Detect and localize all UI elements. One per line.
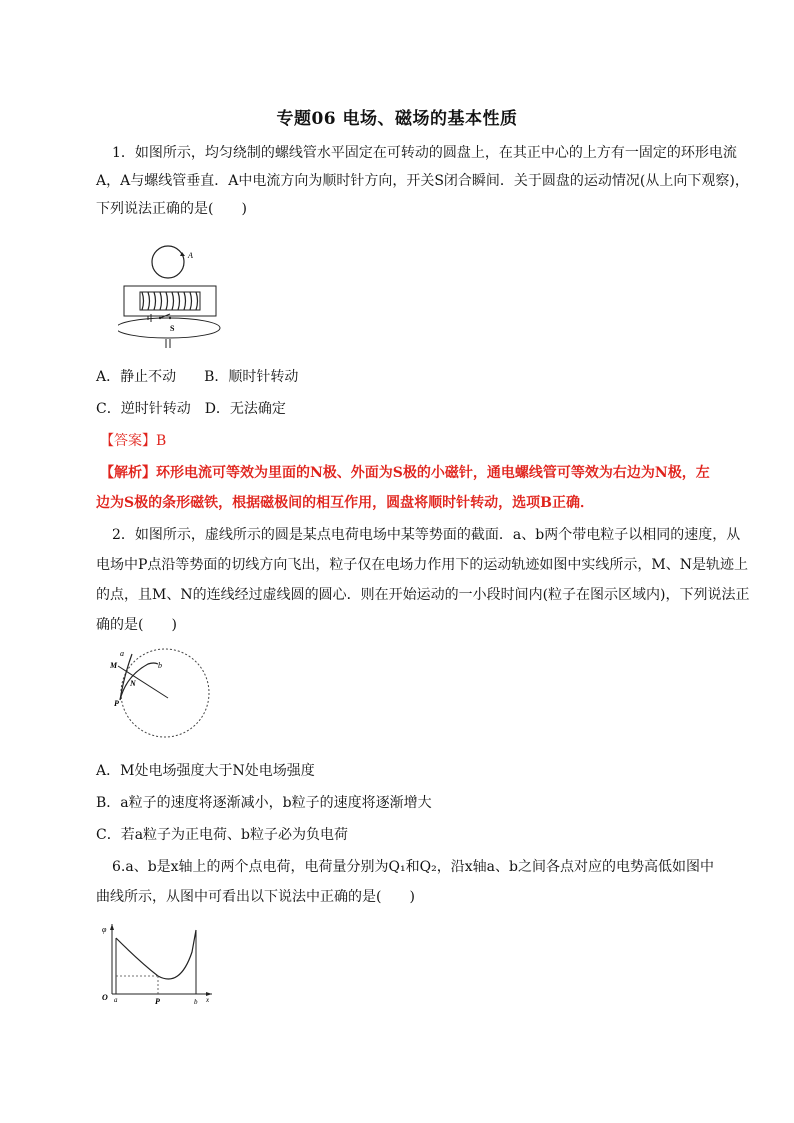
q2-fig-label-M: M [110,661,118,670]
q1-text-line1: 1．如图所示，均匀绕制的螺线管水平固定在可转动的圆盘上，在其正中心的上方有一固定的环形电流 [112,145,737,161]
q2-option-c: C．若a粒子为正电荷、b粒子必为负电荷 [96,827,349,843]
q6-fig-label-x: x [206,996,210,1004]
q1-solenoid-figure [118,240,238,352]
q6-fig-label-P: P [155,997,160,1006]
q2-fig-label-N: N [130,679,136,688]
q1-analysis-text1: 环形电流可等效为里面的N极、外面为S极的小磁针，通电螺线管可等效为右边为N极，左 [156,465,710,481]
q1-text-line2: A，A与螺线管垂直．A中电流方向为顺时针方向，开关S闭合瞬间．关于圆盘的运动情况(从上向下观察)， [96,173,749,189]
q6-text-line1: 6.a、b是x轴上的两个点电荷，电荷量分别为Q₁和Q₂，沿x轴a、b之间各点对应的电势高低如图中 [112,859,714,875]
q1-fig-label-A: A [188,251,193,260]
q6-fig-label-b: b [194,998,198,1006]
q2-fig-label-a: a [120,649,124,658]
q2-text-line2: 电场中P点沿等势面的切线方向飞出，粒子仅在电场力作用下的运动轨迹如图中实线所示，M、N是轨迹上 [96,557,749,573]
q6-fig-label-a: a [114,996,118,1004]
q2-option-a: A．M处电场强度大于N处电场强度 [96,763,315,779]
q2-text-line3: 的点，且M、N的连线经过虚线圆的圆心．则在开始运动的一小段时间内(粒子在图示区域内)，下列说法正 [96,587,750,603]
q6-potential-graph [100,922,218,1006]
q2-fig-label-P: P [114,699,119,708]
q1-analysis-tag: 【解析】 [100,465,156,481]
q1-text-line3: 下列说法正确的是( ) [96,201,247,217]
q1-options-row1: A．静止不动 B．顺时针转动 [96,369,299,385]
q6-fig-label-O: O [102,993,108,1002]
q2-trajectory-figure [110,646,214,746]
page-title: 专题06 电场、磁场的基本性质 [276,109,518,129]
q1-answer [100,430,166,450]
q1-options-row2: C．逆时针转动 D．无法确定 [96,401,286,417]
q1-analysis-line1 [100,462,710,482]
q6-fig-label-phi: φ [102,925,107,934]
q2-option-b: B．a粒子的速度将逐渐减小，b粒子的速度将逐渐增大 [96,795,432,811]
q1-answer-value: B [156,433,167,449]
q1-fig-label-S: S [170,324,175,333]
q1-answer-tag: 【答案】 [100,433,156,449]
q6-text-line2: 曲线所示，从图中可看出以下说法中正确的是( ) [96,889,415,905]
q2-fig-label-b: b [158,661,162,670]
q2-text-line1: 2．如图所示，虚线所示的圆是某点电荷电场中某等势面的截面．a、b两个带电粒子以相同的速度，从 [112,527,741,543]
q1-analysis-line2: 边为S极的条形磁铁，根据磁极间的相互作用，圆盘将顺时针转动，选项B正确． [96,495,594,511]
q2-text-line4: 确的是( ) [96,617,177,633]
